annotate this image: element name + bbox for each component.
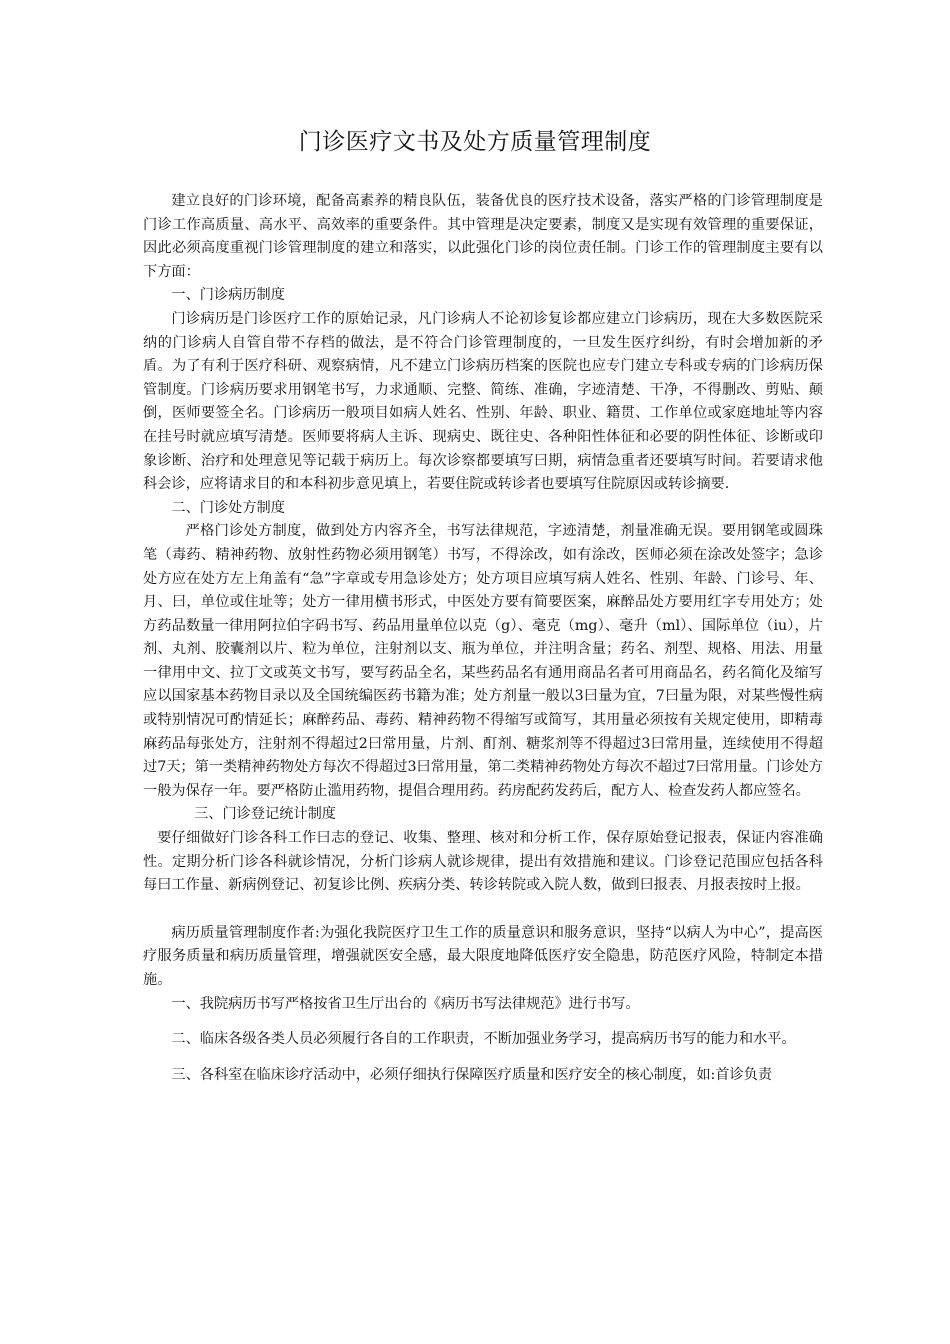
- section-heading-2: 二、门诊处方制度: [171, 499, 285, 516]
- section-body-3: 要仔细做好门诊各科工作曰志的登记、收集、整理、核对和分析工作，保存原始登记报表，保证内容准确性。定期分析门诊各科就诊情况，分析门诊病人就诊规律，提出有效措施和建议。门诊登记范围应包括各科每曰工作量、新病例登记、初复诊比例、疾病分类、转诊转院或入院人数，做到曰报表、月报表按时上报。: [143, 830, 823, 894]
- section-heading-3: 三、门诊登记统计制度: [194, 806, 336, 823]
- section-body-2: 严格门诊处方制度，做到处方内容齐全，书写法律规范，字迹清楚，剂量准确无误。要用钢笔或圆珠笔（毒药、精神药物、放射性药物必须用钢笔）书写，不得涂改，如有涂改，医师必须在涂改处签字；急诊处方应在处方左上角盖有“急”字章或专用急诊处方；处方项目应填写病人姓名、性别、年龄、门诊号、年、月、曰，单位或住址等；处方一律用横书形式，中医处方要有简要医案，麻醉品处方要用红字专用处方；处方药品数量一律用阿拉伯字码书写、药品用量单位以克（g）、毫克（mg）、毫升（ml）、国际单位（iu），片剂、丸剂、胶囊剂以片、粒为单位，注射剂以支、瓶为单位，并注明含量；药名、剂型、规格、用法、用量一律用中文、拉丁文或英文书写，要写药品全名，某些药品名有通用商品名者可用商品名，药名简化及缩写应以国家基本药物目录以及全国统编医药书籍为准；处方剂量一般以3曰量为宜，7曰量为限，对某些慢性病或特别情况可酌情延长；麻醉药品、毒药、精神药物不得缩写或简写，其用量必须按有关规定使用，即精毒麻药品每张处方，注射剂不得超过2曰常用量，片剂、酊剂、糖浆剂等不得超过3曰常用量，连续使用不得超过7天；第一类精神药物处方每次不得超过3曰常用量，第二类精神药物处方每次不超过7曰常用量。门诊处方一般为保存一年。要严格防止滥用药物，提倡合理用药。药房配药发药后，配方人、检查发药人都应签名。: [143, 523, 823, 799]
- document-body: [143, 190, 823, 1087]
- document-title: 门诊医疗文书及处方质量管理制度: [298, 129, 652, 155]
- section-body-1: 门诊病历是门诊医疗工作的原始记录，凡门诊病人不论初诊复诊都应建立门诊病历，现在大多数医院采纳的门诊病人自管自带不存档的做法，是不符合门诊管理制度的，一旦发生医疗纠纷，有时会增加新的矛盾。为了有利于医疗科研、观察病情，凡不建立门诊病历档案的医院也应专门建立专科或专病的门诊病历保管制度。门诊病历要求用钢笔书写，力求通顺、完整、简练、准确，字迹清楚、干净，不得删改、剪贴、颠倒，医师要签全名。门诊病历一般项目如病人姓名、性别、年龄、职业、籍贯、工作单位或家庭地址等内容在挂号时就应填写清楚。医师要将病人主诉、现病史、既往史、各种阳性体征和必要的阴性体征、诊断或印象诊断、治疗和处理意见等记载于病历上。每次诊察都要填写曰期，病情急重者还要填写时间。若要请求他科会诊，应将请求目的和本科初步意见填上，若要住院或转诊者也要填写住院原因或转诊摘要.: [143, 310, 823, 493]
- second-part-item-1: 一、我院病历书写严格按省卫生厅出台的《病历书写法律规范》进行书写。: [171, 995, 640, 1012]
- intro-paragraph: 建立良好的门诊环境，配备高素养的精良队伍，装备优良的医疗技术设备，落实严格的门诊管理制度是门诊工作高质量、高水平、高效率的重要条件。其中管理是决定要素，制度又是实现有效管理的重要保证，因此必须高度重视门诊管理制度的建立和落实，以此强化门诊的岗位责任制。门诊工作的管理制度主要有以下方面：: [143, 193, 823, 280]
- second-part-intro: 病历质量管理制度作者:为强化我院医疗卫生工作的质量意识和服务意识，坚持“以病人为中心”，提高医疗服务质量和病历质量管理，增强就医安全感，最大限度地降低医疗安全隐患，防范医疗风险，特制定本措施。: [143, 924, 823, 988]
- second-part-item-2: 二、临床各级各类人员必须履行各自的工作职责，不断加强业务学习，提高病历书写的能力和水平。: [171, 1031, 796, 1048]
- section-heading-1: 一、门诊病历制度: [171, 287, 285, 304]
- second-part-item-3: 三、各科室在临床诊疗活动中，必须仔细执行保障医疗质量和医疗安全的核心制度，如:首诊负责: [171, 1066, 773, 1083]
